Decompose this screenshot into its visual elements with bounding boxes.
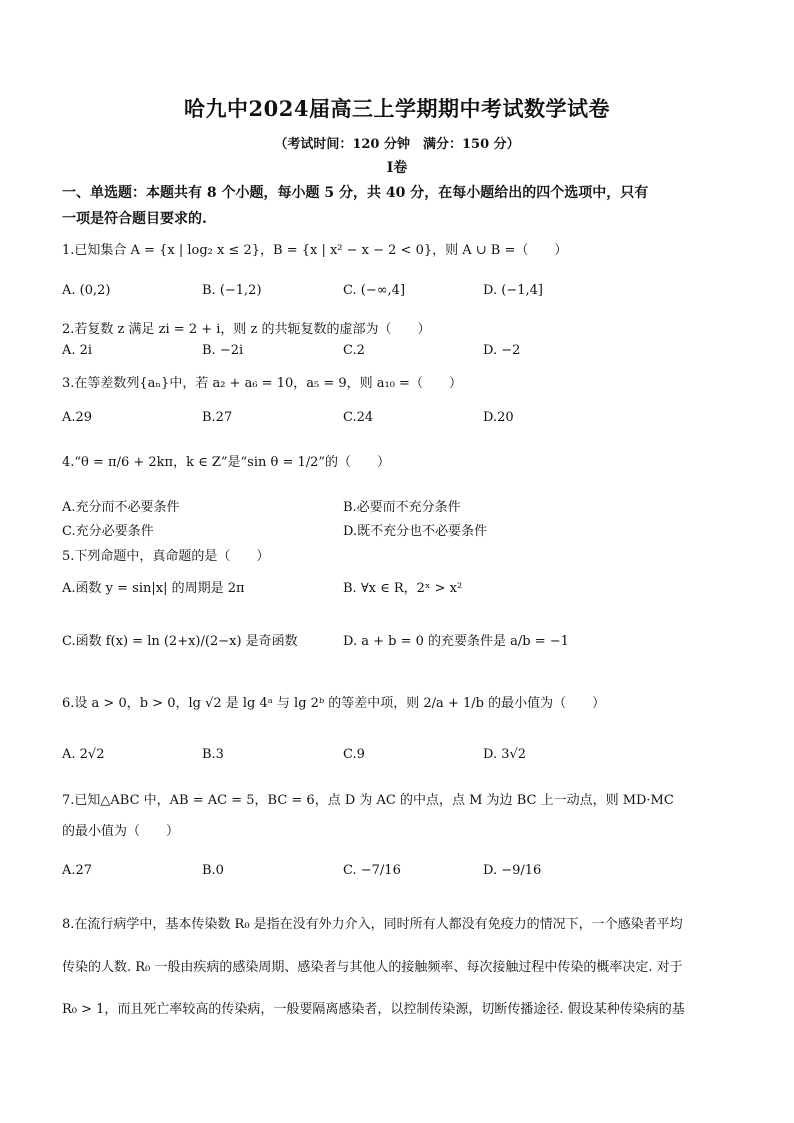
question-3: 3.在等差数列{aₙ}中，若 a₂ + a₆ = 10，a₅ = 9，则 a₁₀ =（ ） [62,376,462,391]
q1-option-b: B. (−1,2) [202,283,262,298]
question-1: 1.已知集合 A = {x | log₂ x ≤ 2}，B = {x | x² − x − 2 < 0}，则 A ∪ B =（ ） [62,243,568,258]
q2-option-c: C.2 [343,343,365,358]
q6-option-b: B.3 [202,747,224,762]
page-title: 哈九中2024届高三上学期期中考试数学试卷 [184,96,610,121]
q1-option-d: D. (−1,4] [483,283,543,298]
q7-option-d: D. −9/16 [483,863,542,878]
q5-option-b: B. ∀x ∈ R，2ˣ > x² [343,581,463,596]
q4-option-b: B.必要而不充分条件 [343,500,461,515]
q2-option-d: D. −2 [483,343,521,358]
q4-option-c: C.充分必要条件 [62,524,154,539]
q2-option-b: B. −2i [202,343,244,358]
q3-option-d: D.20 [483,410,514,425]
question-8-line-3: R₀ > 1，而且死亡率较高的传染病，一般要隔离感染者，以控制传染源，切断传播途径. 假设某种传染病的基 [62,1002,685,1017]
q7-option-b: B.0 [202,863,224,878]
q5-option-c: C.函数 f(x) = ln (2+x)/(2−x) 是奇函数 [62,634,298,649]
q7-option-c: C. −7/16 [343,863,401,878]
q3-option-c: C.24 [343,410,374,425]
question-6: 6.设 a > 0，b > 0，lg √2 是 lg 4ᵃ 与 lg 2ᵇ 的等差中项，则 2/a + 1/b 的最小值为（ ） [62,696,606,711]
q6-option-c: C.9 [343,747,365,762]
q2-option-a: A. 2i [62,343,93,358]
q6-option-d: D. 3√2 [483,747,527,762]
q4-option-a: A.充分而不必要条件 [62,500,180,515]
section-heading [62,180,742,232]
question-4: 4.“θ = π/6 + 2kπ，k ∈ Z”是“sin θ = 1/2”的（ ） [62,455,391,470]
volume-label: Ⅰ卷 [386,160,408,176]
question-7: 7.已知△ABC 中，AB = AC = 5，BC = 6，点 D 为 AC 的中点，点 M 为边 BC 上一动点，则 MD·MC [62,793,674,808]
question-7-continued: 的最小值为（ ） [62,824,180,839]
exam-info: （考试时间：120 分钟 满分：150 分） [274,137,520,152]
q6-option-a: A. 2√2 [62,747,105,762]
q3-option-b: B.27 [202,410,233,425]
question-8-line-1: 8.在流行病学中，基本传染数 R₀ 是指在没有外力介入，同时所有人都没有免疫力的情况下，一个感染者平均 [62,917,683,932]
q7-option-a: A.27 [62,863,93,878]
section-heading-line: 一项是符合题目要求的. [62,211,207,227]
q3-option-a: A.29 [62,410,93,425]
q5-option-a: A.函数 y = sin|x| 的周期是 2π [62,581,245,596]
q5-option-d: D. a + b = 0 的充要条件是 a/b = −1 [343,634,569,649]
q1-option-a: A. (0,2) [62,283,111,298]
q1-option-c: C. (−∞,4] [343,283,406,298]
section-heading-line: 一、单选题：本题共有 8 个小题，每小题 5 分，共 40 分，在每小题给出的四个选项中，只有 [62,185,649,201]
question-8-line-2: 传染的人数. R₀ 一般由疾病的感染周期、感染者与其他人的接触频率、每次接触过程中传染的概率决定. 对于 [62,960,683,975]
question-5: 5.下列命题中，真命题的是（ ） [62,549,270,564]
question-2: 2.若复数 z 满足 zi = 2 + i，则 z 的共轭复数的虚部为（ ） [62,322,431,337]
q4-option-d: D.既不充分也不必要条件 [343,524,488,539]
